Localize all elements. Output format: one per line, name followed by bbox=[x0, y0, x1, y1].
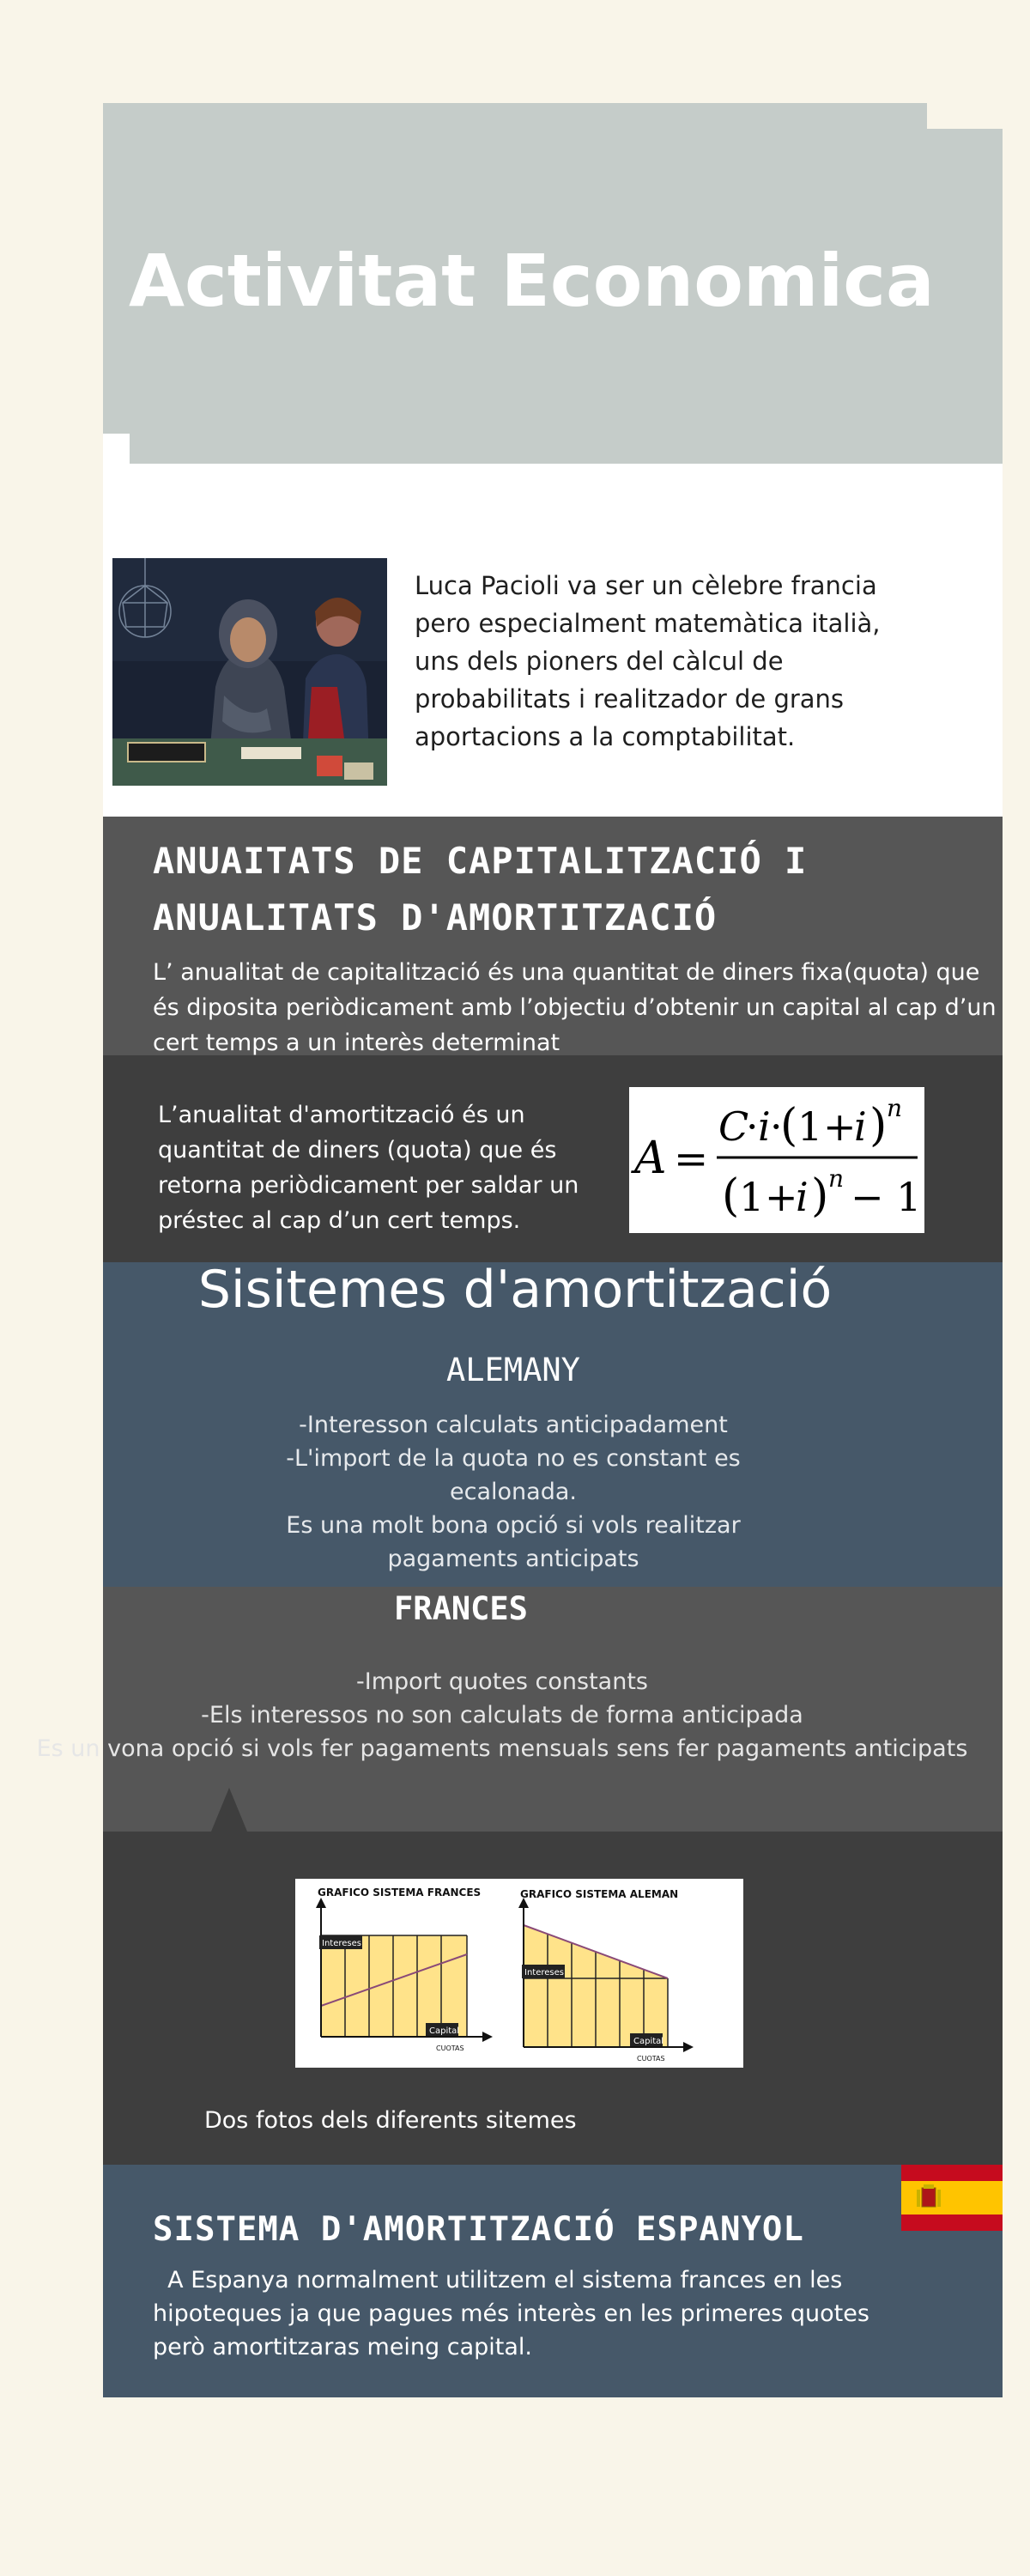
formula-den-paren-close: ) bbox=[811, 1170, 829, 1222]
graphs-caption: Dos fotos dels diferents sitemes bbox=[204, 2107, 577, 2134]
annuities-heading: ANUAITATS DE CAPITALITZACIÓ I ANUALITATS D'AMORTITZACIÓ bbox=[153, 840, 808, 939]
formula-paren-close: ) bbox=[869, 1100, 888, 1151]
frances-cuotas-label: CUOTAS bbox=[436, 2044, 464, 2052]
frances-line: -Import quotes constants bbox=[356, 1668, 648, 1695]
alemany-line: Es una molt bona opció si vols realitzar bbox=[286, 1512, 741, 1539]
formula-paren-open: ( bbox=[780, 1100, 798, 1151]
alemany-line: -Interesson calculats anticipadament bbox=[299, 1412, 728, 1438]
formula-exp-n: n bbox=[887, 1094, 903, 1122]
formula-den-plus: + bbox=[765, 1174, 798, 1220]
formula-c: C bbox=[718, 1103, 749, 1150]
formula-den-one: 1 bbox=[739, 1174, 765, 1220]
formula-dot2: · bbox=[770, 1103, 783, 1150]
alemany-line: -L'import de la quota no es constant es bbox=[286, 1445, 741, 1472]
spanish-system-text-content: A Espanya normalment utilitzem el sistema frances en les hipoteques ja que pagues més interès en les primeres quotes però amortitzaras meing capital. bbox=[153, 2267, 869, 2360]
formula-den-exp-n: n bbox=[828, 1164, 845, 1193]
frances-description bbox=[34, 1665, 970, 1765]
alemany-line: ecalonada. bbox=[450, 1479, 577, 1505]
formula-dot1: · bbox=[746, 1103, 759, 1150]
frances-line: Es un vona opció si vols fer pagaments mensuals sens fer pagaments anticipats bbox=[36, 1735, 968, 1762]
spanish-system-heading: SISTEMA D'AMORTITZACIÓ ESPANYOL bbox=[153, 2210, 804, 2249]
frances-heading: FRANCES bbox=[394, 1590, 528, 1627]
page-title: Activitat Economica bbox=[129, 239, 935, 323]
formula-one: 1 bbox=[797, 1103, 823, 1150]
capitalization-annuity-text: L’ anualitat de capitalització és una quantitat de diners fixa(quota) que és diposita periòdicament amb l’objectiu d’obtenir un capital al cap d’un cert temps a un interès determinat bbox=[153, 959, 997, 1056]
aleman-graph-title: GRAFICO SISTEMA ALEMAN bbox=[520, 1888, 679, 1900]
formula-equals: = bbox=[674, 1135, 709, 1183]
systems-title: Sisitemes d'amortització bbox=[197, 1260, 833, 1320]
frances-capital-label: Capital bbox=[429, 2026, 460, 2036]
frances-intereses-label: Intereses bbox=[322, 1939, 361, 1948]
amortization-annuity-text: L’anualitat d'amortització és un quantitat de diners (quota) que és retorna periòdicament per saldar un préstec al cap d’un cert temps. bbox=[158, 1102, 579, 1234]
formula-i2: i bbox=[854, 1103, 867, 1150]
annuity-formula bbox=[629, 1087, 924, 1233]
aleman-intereses-label: Intereses bbox=[524, 1968, 564, 1978]
callout-notch bbox=[211, 1788, 247, 1832]
amortization-graphs-image bbox=[295, 1879, 743, 2068]
formula-plus: + bbox=[823, 1103, 857, 1150]
alemany-line: pagaments anticipats bbox=[387, 1546, 639, 1572]
aleman-graph bbox=[518, 1898, 694, 2063]
formula-den-paren-open: ( bbox=[722, 1170, 740, 1222]
frances-line: -Els interessos no son calculats de forma anticipada bbox=[201, 1702, 803, 1728]
alemany-description bbox=[256, 1408, 771, 1576]
spanish-system-text bbox=[153, 2263, 908, 2364]
formula-den-i: i bbox=[796, 1174, 809, 1220]
formula-minus-one: − 1 bbox=[851, 1174, 922, 1220]
formula-lhs: A bbox=[634, 1133, 667, 1184]
luca-pacioli-portrait bbox=[112, 558, 387, 786]
intro-text: Luca Pacioli va ser un cèlebre francia pero especialment matemàtica italià, uns dels pioners del càlcul de probabilitats i realitzador de grans aportacions a la comptabilitat. bbox=[415, 571, 881, 751]
header-corner-filler bbox=[103, 434, 130, 464]
aleman-cuotas-label: CUOTAS bbox=[637, 2055, 665, 2063]
frances-graph bbox=[316, 1898, 493, 2052]
formula-i1: i bbox=[758, 1103, 771, 1150]
frances-graph-title: GRAFICO SISTEMA FRANCES bbox=[318, 1886, 482, 1899]
aleman-capital-label: Capital bbox=[633, 2037, 664, 2046]
alemany-heading: ALEMANY bbox=[446, 1352, 580, 1388]
